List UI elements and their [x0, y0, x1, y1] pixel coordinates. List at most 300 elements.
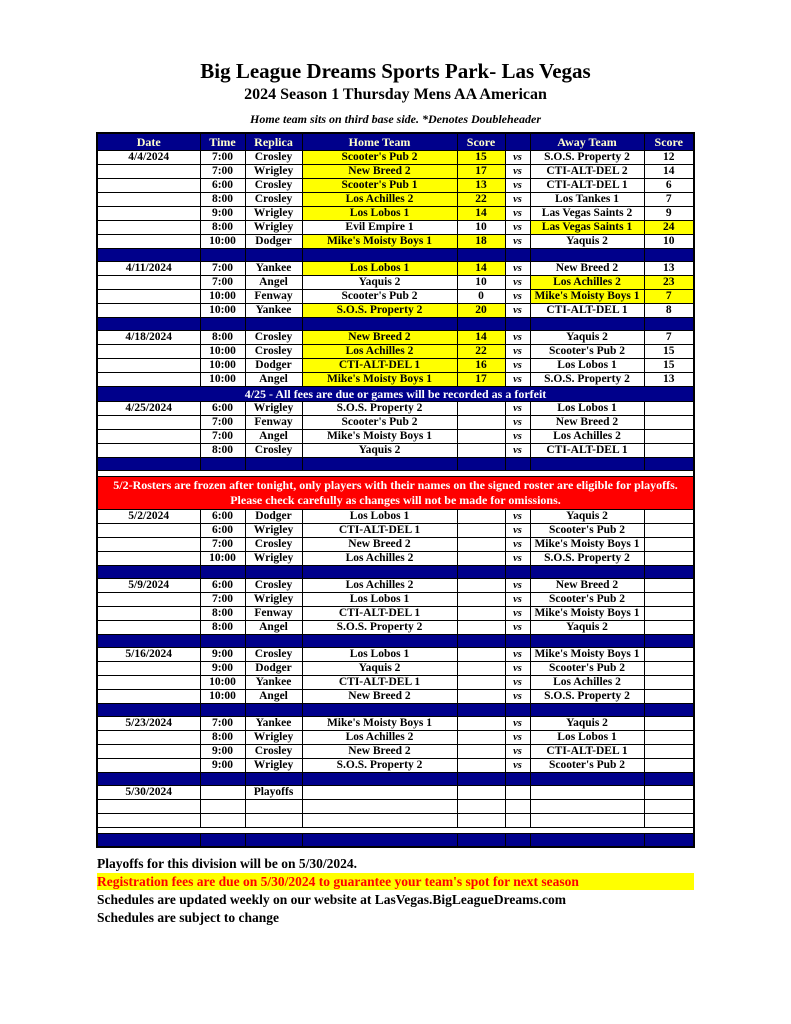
home-score-cell: 13 — [457, 179, 505, 193]
away-team-cell: S.O.S. Property 2 — [530, 151, 644, 165]
date-cell — [97, 444, 200, 458]
away-team-cell: CTI-ALT-DEL 2 — [530, 165, 644, 179]
vs-cell: vs — [505, 207, 530, 221]
game-row — [97, 690, 694, 704]
divider-cell — [200, 566, 245, 579]
away-team-cell: S.O.S. Property 2 — [530, 690, 644, 704]
date-cell — [97, 179, 200, 193]
home-team-cell: Los Achilles 2 — [302, 579, 457, 593]
divider-row — [97, 249, 694, 262]
time-cell: 7:00 — [200, 717, 245, 731]
game-row — [97, 607, 694, 621]
date-cell — [97, 193, 200, 207]
date-cell — [97, 207, 200, 221]
vs-cell: vs — [505, 345, 530, 359]
divider-cell — [97, 773, 200, 786]
game-row — [97, 444, 694, 458]
date-cell — [97, 731, 200, 745]
home-score-cell — [457, 745, 505, 759]
away-score-cell — [644, 648, 694, 662]
home-score-cell — [457, 814, 505, 828]
home-team-cell: Los Lobos 1 — [302, 510, 457, 524]
home-score-cell — [457, 524, 505, 538]
divider-cell — [97, 635, 200, 648]
home-team-cell: CTI-ALT-DEL 1 — [302, 524, 457, 538]
date-cell — [97, 221, 200, 235]
note-subject-to-change: Schedules are subject to change — [97, 910, 279, 925]
home-score-cell: 0 — [457, 290, 505, 304]
away-team-cell: Las Vegas Saints 1 — [530, 221, 644, 235]
game-row — [97, 524, 694, 538]
time-cell: 10:00 — [200, 676, 245, 690]
home-score-cell — [457, 759, 505, 773]
away-team-cell: Yaquis 2 — [530, 717, 644, 731]
away-team-cell: CTI-ALT-DEL 1 — [530, 179, 644, 193]
game-row — [97, 276, 694, 290]
navy-banner-text: 4/25 - All fees are due or games will be recorded as a forfeit — [97, 387, 694, 402]
replica-cell: Wrigley — [245, 524, 302, 538]
away-score-cell — [644, 444, 694, 458]
date-cell — [97, 552, 200, 566]
home-team-cell: Mike's Moisty Boys 1 — [302, 717, 457, 731]
replica-cell: Dodger — [245, 235, 302, 249]
home-score-cell — [457, 579, 505, 593]
home-score-cell: 10 — [457, 276, 505, 290]
divider-cell — [505, 458, 530, 471]
away-score-cell: 23 — [644, 276, 694, 290]
date-cell — [97, 524, 200, 538]
time-cell: 10:00 — [200, 373, 245, 387]
away-score-cell: 7 — [644, 193, 694, 207]
home-team-cell: Yaquis 2 — [302, 662, 457, 676]
vs-cell: vs — [505, 165, 530, 179]
game-row — [97, 416, 694, 430]
date-cell — [97, 359, 200, 373]
divider-row — [97, 635, 694, 648]
vs-cell: vs — [505, 179, 530, 193]
divider-cell — [97, 318, 200, 331]
divider-cell — [505, 318, 530, 331]
home-score-cell: 22 — [457, 345, 505, 359]
replica-cell: Wrigley — [245, 165, 302, 179]
away-score-cell: 15 — [644, 345, 694, 359]
time-cell: 6:00 — [200, 524, 245, 538]
replica-cell: Yankee — [245, 304, 302, 318]
divider-cell — [530, 318, 644, 331]
game-row — [97, 165, 694, 179]
time-cell: 7:00 — [200, 593, 245, 607]
home-score-cell: 14 — [457, 262, 505, 276]
home-score-cell — [457, 731, 505, 745]
time-cell: 10:00 — [200, 552, 245, 566]
home-team-cell: Scooter's Pub 2 — [302, 151, 457, 165]
divider-cell — [302, 318, 457, 331]
game-row — [97, 717, 694, 731]
game-row — [97, 331, 694, 345]
replica-cell: Wrigley — [245, 221, 302, 235]
home-team-cell: Mike's Moisty Boys 1 — [302, 430, 457, 444]
tagline: Home team sits on third base side. *Denotes Doubleheader — [250, 112, 541, 126]
divider-cell — [245, 635, 302, 648]
divider-cell — [505, 566, 530, 579]
home-score-cell — [457, 676, 505, 690]
home-team-cell: Los Achilles 2 — [302, 345, 457, 359]
replica-cell — [245, 814, 302, 828]
away-team-cell: Scooter's Pub 2 — [530, 662, 644, 676]
home-team-cell: Scooter's Pub 2 — [302, 290, 457, 304]
vs-cell: vs — [505, 510, 530, 524]
home-team-cell: New Breed 2 — [302, 331, 457, 345]
vs-cell: vs — [505, 430, 530, 444]
divider-row — [97, 834, 694, 848]
replica-cell: Fenway — [245, 416, 302, 430]
away-score-cell — [644, 552, 694, 566]
time-cell: 10:00 — [200, 304, 245, 318]
date-cell: 5/16/2024 — [97, 648, 200, 662]
vs-cell: vs — [505, 359, 530, 373]
divider-row — [97, 773, 694, 786]
away-score-cell — [644, 524, 694, 538]
divider-cell — [644, 635, 694, 648]
game-row — [97, 151, 694, 165]
col-time: Time — [200, 133, 245, 151]
game-row — [97, 759, 694, 773]
navy-banner-row — [97, 387, 694, 402]
vs-cell — [505, 786, 530, 800]
game-row — [97, 304, 694, 318]
away-score-cell — [644, 690, 694, 704]
game-row — [97, 538, 694, 552]
away-score-cell: 13 — [644, 262, 694, 276]
divider-cell — [644, 318, 694, 331]
home-team-cell — [302, 800, 457, 814]
divider-cell — [457, 635, 505, 648]
vs-cell — [505, 800, 530, 814]
home-team-cell: Los Achilles 2 — [302, 193, 457, 207]
date-cell — [97, 800, 200, 814]
home-team-cell: CTI-ALT-DEL 1 — [302, 607, 457, 621]
away-team-cell — [530, 800, 644, 814]
replica-cell: Playoffs — [245, 786, 302, 800]
away-score-cell — [644, 510, 694, 524]
time-cell — [200, 814, 245, 828]
schedule-table — [96, 132, 695, 848]
home-team-cell: Mike's Moisty Boys 1 — [302, 235, 457, 249]
date-cell — [97, 759, 200, 773]
home-team-cell: S.O.S. Property 2 — [302, 621, 457, 635]
replica-cell: Angel — [245, 430, 302, 444]
away-score-cell: 12 — [644, 151, 694, 165]
home-team-cell: CTI-ALT-DEL 1 — [302, 359, 457, 373]
note-playoffs-date: Playoffs for this division will be on 5/30/2024. — [97, 856, 358, 871]
away-score-cell: 7 — [644, 290, 694, 304]
away-team-cell: New Breed 2 — [530, 416, 644, 430]
away-score-cell: 15 — [644, 359, 694, 373]
date-cell — [97, 662, 200, 676]
vs-cell: vs — [505, 579, 530, 593]
footer-notes — [97, 855, 694, 926]
replica-cell: Crosley — [245, 648, 302, 662]
time-cell — [200, 800, 245, 814]
away-score-cell — [644, 607, 694, 621]
date-cell — [97, 745, 200, 759]
replica-cell: Angel — [245, 276, 302, 290]
time-cell: 7:00 — [200, 165, 245, 179]
divider-cell — [530, 704, 644, 717]
vs-cell — [505, 814, 530, 828]
game-row — [97, 552, 694, 566]
replica-cell: Crosley — [245, 179, 302, 193]
date-cell: 5/9/2024 — [97, 579, 200, 593]
time-cell: 6:00 — [200, 402, 245, 416]
vs-cell: vs — [505, 193, 530, 207]
vs-cell: vs — [505, 648, 530, 662]
col-date: Date — [97, 133, 200, 151]
date-cell — [97, 814, 200, 828]
divider-cell — [97, 566, 200, 579]
away-team-cell: Scooter's Pub 2 — [530, 593, 644, 607]
vs-cell: vs — [505, 759, 530, 773]
vs-cell: vs — [505, 444, 530, 458]
divider-cell — [245, 834, 302, 848]
vs-cell: vs — [505, 676, 530, 690]
vs-cell: vs — [505, 662, 530, 676]
vs-cell: vs — [505, 304, 530, 318]
away-team-cell — [530, 814, 644, 828]
replica-cell: Crosley — [245, 538, 302, 552]
home-team-cell — [302, 786, 457, 800]
divider-row — [97, 458, 694, 471]
home-team-cell: S.O.S. Property 2 — [302, 304, 457, 318]
divider-cell — [245, 458, 302, 471]
divider-cell — [505, 704, 530, 717]
divider-cell — [245, 566, 302, 579]
away-score-cell — [644, 593, 694, 607]
away-score-cell: 8 — [644, 304, 694, 318]
game-row — [97, 193, 694, 207]
note-registration-fees: Registration fees are due on 5/30/2024 to guarantee your team's spot for next season — [97, 873, 694, 890]
divider-cell — [530, 635, 644, 648]
away-team-cell: S.O.S. Property 2 — [530, 552, 644, 566]
vs-cell: vs — [505, 607, 530, 621]
col-vs — [505, 133, 530, 151]
time-cell: 9:00 — [200, 662, 245, 676]
away-team-cell: Scooter's Pub 2 — [530, 759, 644, 773]
note-website: Schedules are updated weekly on our website at LasVegas.BigLeagueDreams.com — [97, 892, 567, 907]
away-team-cell: Mike's Moisty Boys 1 — [530, 290, 644, 304]
divider-cell — [302, 635, 457, 648]
away-team-cell: New Breed 2 — [530, 262, 644, 276]
divider-cell — [505, 249, 530, 262]
home-team-cell: Los Lobos 1 — [302, 648, 457, 662]
vs-cell: vs — [505, 235, 530, 249]
divider-cell — [530, 834, 644, 848]
time-cell: 7:00 — [200, 262, 245, 276]
divider-cell — [457, 834, 505, 848]
away-team-cell: Scooter's Pub 2 — [530, 345, 644, 359]
home-score-cell — [457, 402, 505, 416]
time-cell: 8:00 — [200, 331, 245, 345]
date-cell — [97, 593, 200, 607]
date-cell: 4/11/2024 — [97, 262, 200, 276]
away-team-cell: Los Lobos 1 — [530, 731, 644, 745]
replica-cell: Wrigley — [245, 593, 302, 607]
home-team-cell: New Breed 2 — [302, 745, 457, 759]
home-team-cell: Los Lobos 1 — [302, 262, 457, 276]
divider-cell — [302, 566, 457, 579]
divider-row — [97, 318, 694, 331]
away-score-cell: 14 — [644, 165, 694, 179]
time-cell: 9:00 — [200, 759, 245, 773]
home-score-cell — [457, 607, 505, 621]
away-score-cell — [644, 621, 694, 635]
away-score-cell: 13 — [644, 373, 694, 387]
date-cell — [97, 621, 200, 635]
home-score-cell: 14 — [457, 207, 505, 221]
time-cell: 10:00 — [200, 345, 245, 359]
date-cell — [97, 690, 200, 704]
vs-cell: vs — [505, 538, 530, 552]
home-score-cell: 17 — [457, 373, 505, 387]
replica-cell: Dodger — [245, 662, 302, 676]
game-row — [97, 402, 694, 416]
home-score-cell: 14 — [457, 331, 505, 345]
date-cell — [97, 416, 200, 430]
home-score-cell: 16 — [457, 359, 505, 373]
divider-cell — [97, 458, 200, 471]
game-row — [97, 235, 694, 249]
game-row — [97, 207, 694, 221]
home-score-cell — [457, 552, 505, 566]
date-cell — [97, 165, 200, 179]
vs-cell: vs — [505, 690, 530, 704]
divider-cell — [245, 318, 302, 331]
game-row — [97, 621, 694, 635]
divider-cell — [644, 704, 694, 717]
vs-cell: vs — [505, 276, 530, 290]
home-score-cell — [457, 621, 505, 635]
away-score-cell — [644, 662, 694, 676]
divider-cell — [644, 566, 694, 579]
away-team-cell: CTI-ALT-DEL 1 — [530, 304, 644, 318]
divider-cell — [530, 773, 644, 786]
replica-cell: Dodger — [245, 510, 302, 524]
page-subtitle: 2024 Season 1 Thursday Mens AA American — [244, 86, 547, 103]
home-score-cell — [457, 593, 505, 607]
home-team-cell: New Breed 2 — [302, 690, 457, 704]
date-cell: 4/4/2024 — [97, 151, 200, 165]
away-score-cell — [644, 416, 694, 430]
home-team-cell — [302, 814, 457, 828]
divider-cell — [644, 834, 694, 848]
date-cell — [97, 430, 200, 444]
time-cell: 8:00 — [200, 621, 245, 635]
home-score-cell: 18 — [457, 235, 505, 249]
date-cell — [97, 373, 200, 387]
divider-cell — [457, 458, 505, 471]
away-team-cell: CTI-ALT-DEL 1 — [530, 444, 644, 458]
replica-cell: Yankee — [245, 717, 302, 731]
game-row — [97, 593, 694, 607]
replica-cell — [245, 800, 302, 814]
vs-cell: vs — [505, 524, 530, 538]
away-team-cell: Mike's Moisty Boys 1 — [530, 607, 644, 621]
away-team-cell: Scooter's Pub 2 — [530, 524, 644, 538]
time-cell: 7:00 — [200, 430, 245, 444]
home-score-cell: 22 — [457, 193, 505, 207]
away-score-cell — [644, 814, 694, 828]
home-score-cell — [457, 538, 505, 552]
vs-cell: vs — [505, 373, 530, 387]
red-banner-row — [97, 477, 694, 510]
game-row — [97, 262, 694, 276]
divider-cell — [302, 704, 457, 717]
home-score-cell — [457, 430, 505, 444]
away-score-cell — [644, 579, 694, 593]
home-team-cell: Los Lobos 1 — [302, 593, 457, 607]
away-score-cell — [644, 717, 694, 731]
date-cell — [97, 304, 200, 318]
game-row — [97, 676, 694, 690]
game-row — [97, 579, 694, 593]
divider-cell — [200, 834, 245, 848]
replica-cell: Crosley — [245, 345, 302, 359]
home-team-cell: Los Achilles 2 — [302, 731, 457, 745]
home-team-cell: Scooter's Pub 2 — [302, 416, 457, 430]
divider-cell — [505, 773, 530, 786]
time-cell: 9:00 — [200, 745, 245, 759]
home-team-cell: New Breed 2 — [302, 538, 457, 552]
replica-cell: Wrigley — [245, 402, 302, 416]
replica-cell: Crosley — [245, 331, 302, 345]
home-score-cell: 15 — [457, 151, 505, 165]
vs-cell: vs — [505, 593, 530, 607]
vs-cell: vs — [505, 416, 530, 430]
divider-cell — [200, 635, 245, 648]
date-cell — [97, 676, 200, 690]
replica-cell: Crosley — [245, 444, 302, 458]
away-score-cell — [644, 402, 694, 416]
divider-cell — [200, 458, 245, 471]
away-team-cell: CTI-ALT-DEL 1 — [530, 745, 644, 759]
divider-cell — [97, 834, 200, 848]
divider-cell — [200, 249, 245, 262]
date-cell: 4/25/2024 — [97, 402, 200, 416]
col-away-team: Away Team — [530, 133, 644, 151]
replica-cell: Fenway — [245, 607, 302, 621]
date-cell — [97, 290, 200, 304]
away-score-cell — [644, 430, 694, 444]
divider-cell — [97, 249, 200, 262]
divider-cell — [530, 458, 644, 471]
divider-cell — [245, 773, 302, 786]
game-row — [97, 510, 694, 524]
away-team-cell: Yaquis 2 — [530, 331, 644, 345]
divider-cell — [457, 566, 505, 579]
date-cell: 4/18/2024 — [97, 331, 200, 345]
divider-cell — [302, 834, 457, 848]
time-cell: 8:00 — [200, 221, 245, 235]
home-score-cell — [457, 444, 505, 458]
game-row — [97, 179, 694, 193]
divider-cell — [457, 249, 505, 262]
time-cell: 7:00 — [200, 151, 245, 165]
time-cell: 7:00 — [200, 276, 245, 290]
table-header-row — [97, 133, 694, 151]
divider-cell — [505, 834, 530, 848]
away-team-cell: Mike's Moisty Boys 1 — [530, 538, 644, 552]
away-score-cell: 7 — [644, 331, 694, 345]
